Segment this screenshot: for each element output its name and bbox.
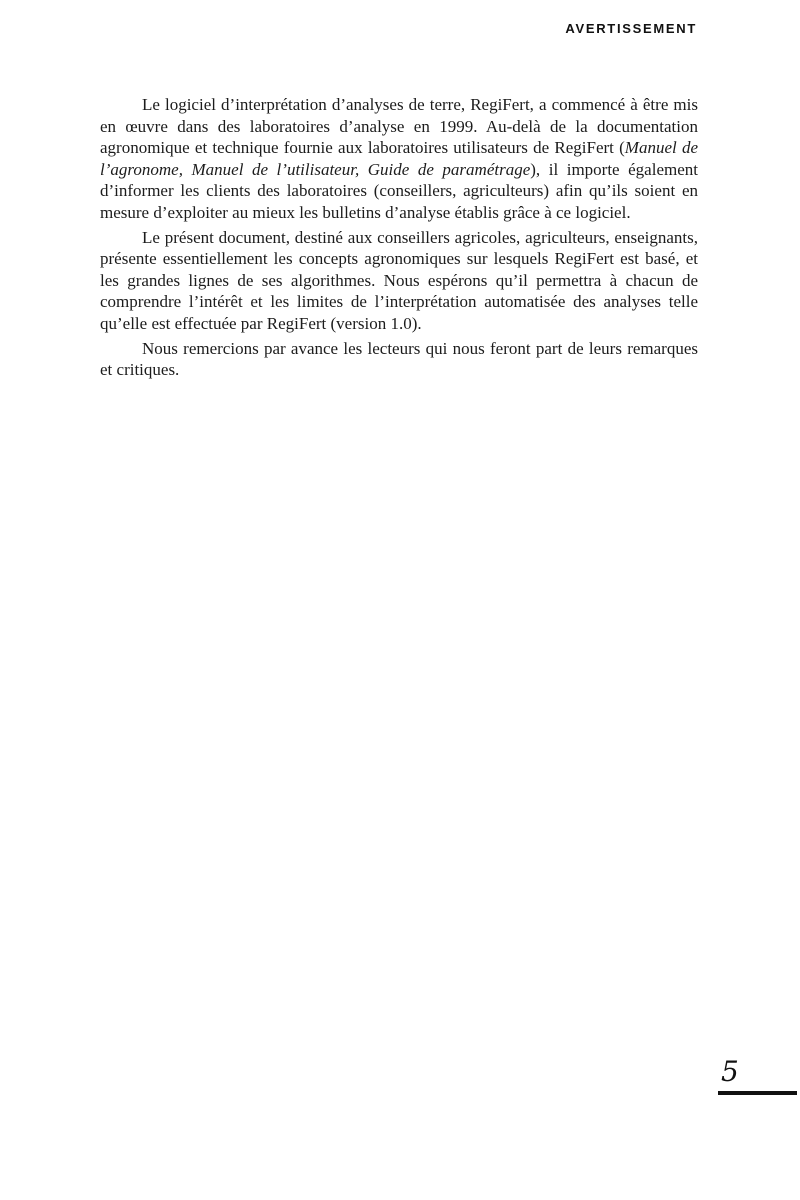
paragraph-1-text: Le logiciel d’interprétation d’analyses de terre, RegiFert, a commencé à être mis en œuvre dans des laboratoires d’analyse en 1999. Au-delà de la documentation agronomique et technique fournie aux laboratoires utilisateurs de RegiFert (: [100, 95, 698, 158]
running-head: AVERTISSEMENT: [565, 21, 697, 36]
page-number: 5: [721, 1055, 739, 1088]
footer-rule: [718, 1091, 797, 1095]
paragraph-1-text-continued: ), il importe également d’informer les clients des laboratoires (conseillers, agriculteurs) afin qu’ils soient en mesure d’exploiter au mieux les bulletins d’analyse établis grâce à ce logiciel.: [100, 159, 698, 222]
page-footer: [718, 1056, 797, 1095]
paragraph-3-text: Nous remercions par avance les lecteurs qui nous feront part de leurs remarques et critiques.: [100, 338, 698, 380]
paragraph-2: [100, 227, 698, 335]
paragraph-3: [100, 338, 698, 381]
paragraph-1-italic-titles: Manuel de l’agronome, Manuel de l’utilisateur, Guide de paramétrage: [100, 138, 698, 179]
paragraph-1: [100, 94, 698, 224]
paragraph-2-text: Le présent document, destiné aux conseillers agricoles, agriculteurs, enseignants, présente essentiellement les concepts agronomiques sur lesquels RegiFert est basé, et les grandes lignes de ses algorithmes. Nous espérons qu’il permettra à chacun de comprendre l’intérêt et les limites de l’interprétation automatisée des analyses telle qu’elle est effectuée par RegiFert (version 1.0).: [100, 227, 698, 333]
body-text-block: [100, 94, 698, 381]
